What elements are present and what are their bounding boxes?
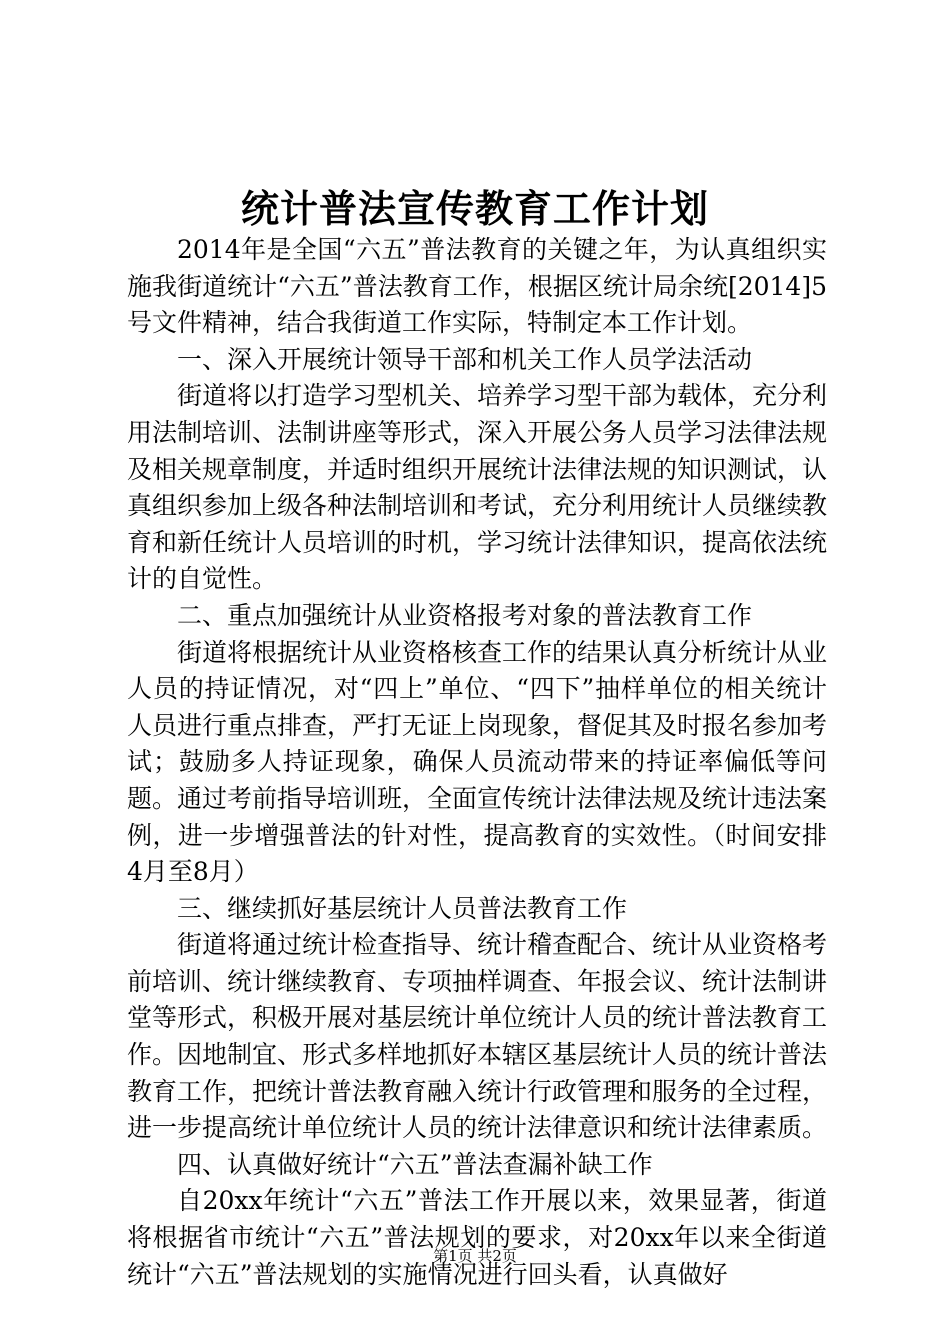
paragraph-section-2: 街道将根据统计从业资格核查工作的结果认真分析统计从业人员的持证情况，对“四上”单位、“四下”抽样单位的相关统计人员进行重点排查，严打无证上岗现象，督促其及时报名参加考试；鼓励多人持证现象，确保人员流动带来的持证率偏低等问题。通过考前指导培训班，全面宣传统计法律法规及统计违法案例，进一步增强普法的针对性，提高教育的实效性。（时间安排4月至8月） [127,637,828,887]
document-title: 统计普法宣传教育工作计划 [240,186,709,231]
paragraph-section-1: 街道将以打造学习型机关、培养学习型干部为载体，充分利用法制培训、法制讲座等形式，深入开展公务人员学习法律法规及相关规章制度，并适时组织开展统计法律法规的知识测试，认真组织参加上级各种法制培训和考试，充分利用统计人员继续教育和新任统计人员培训的时机，学习统计法律知识，提高依法统计的自觉性。 [127,381,828,594]
section-heading-1: 一、深入开展统计领导干部和机关工作人员学法活动 [177,344,753,374]
paragraph-section-3: 街道将通过统计检查指导、统计稽查配合、统计从业资格考前培训、统计继续教育、专项抽样调查、年报会议、统计法制讲堂等形式，积极开展对基层统计单位统计人员的统计普法教育工作。因地制宜、形式多样地抓好本辖区基层统计人员的统计普法教育工作，把统计普法教育融入统计行政管理和服务的全过程，进一步提高统计单位统计人员的统计法律意识和统计法律素质。 [127,930,828,1143]
section-heading-3: 三、继续抓好基层统计人员普法教育工作 [177,893,628,923]
document-body [127,232,827,1293]
section-heading-4: 四、认真做好统计“六五”普法查漏补缺工作 [177,1149,653,1179]
page-footer: 第1页 共2页 [433,1247,517,1265]
paragraph-intro: 2014年是全国“六五”普法教育的关键之年，为认真组织实施我街道统计“六五”普法教育工作，根据区统计局余统[2014]5号文件精神，结合我街道工作实际，特制定本工作计划。 [127,235,827,338]
section-heading-2: 二、重点加强统计从业资格报考对象的普法教育工作 [177,600,753,630]
paragraph-section-4: 自20xx年统计“六五”普法工作开展以来，效果显著，街道将根据省市统计“六五”普法规划的要求，对20xx年以来全街道统计“六五”普法规划的实施情况进行回头看，认真做好 [127,1186,827,1289]
